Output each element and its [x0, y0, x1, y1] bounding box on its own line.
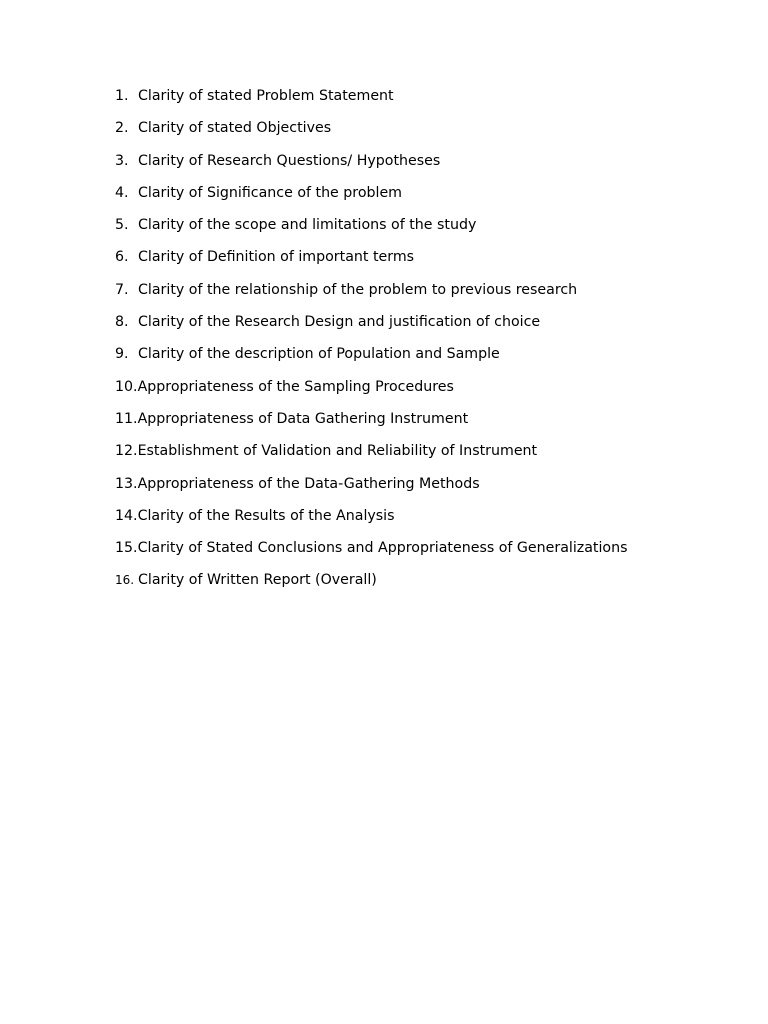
- item-number: 4.: [115, 184, 129, 201]
- list-item: [115, 345, 627, 377]
- list-item: [115, 87, 627, 119]
- item-number: 14.: [115, 507, 138, 524]
- item-number: 11.: [115, 410, 138, 427]
- item-text: Clarity of Research Questions/ Hypotheses: [138, 152, 441, 169]
- item-text: Clarity of the Research Design and justification of choice: [138, 314, 541, 331]
- item-text: Appropriateness of the Data-Gathering Methods: [137, 475, 480, 492]
- list-item: [115, 571, 627, 603]
- item-text: Clarity of Definition of important terms: [138, 249, 415, 266]
- item-text: Clarity of the relationship of the problem to previous research: [138, 281, 578, 298]
- list-item: [115, 313, 627, 345]
- item-number: 13.: [115, 475, 138, 492]
- item-text: Clarity of Written Report (Overall): [138, 572, 377, 589]
- item-text: Clarity of Significance of the problem: [138, 184, 402, 201]
- list-item: [115, 248, 627, 280]
- item-number: 7.: [115, 281, 129, 298]
- list-item: [115, 507, 627, 539]
- list-item: [115, 539, 627, 571]
- item-number: 9.: [115, 346, 129, 363]
- item-number: 10.: [115, 378, 138, 395]
- item-number: 1.: [115, 88, 129, 104]
- list-item: [115, 281, 627, 313]
- criteria-list: [115, 87, 627, 604]
- item-text: Clarity of stated Objectives: [138, 120, 332, 137]
- item-text: Clarity of Stated Conclusions and Appropriateness of Generalizations: [137, 540, 628, 557]
- list-item: [115, 378, 627, 410]
- item-number: 2.: [115, 120, 129, 137]
- item-number: 12.: [115, 443, 138, 460]
- item-text: Clarity of the description of Population and Sample: [138, 346, 500, 363]
- item-number: 8.: [115, 314, 129, 331]
- item-text: Clarity of stated Problem Statement: [138, 88, 394, 104]
- list-item: [115, 152, 627, 184]
- item-text: Clarity of the Results of the Analysis: [137, 507, 395, 524]
- list-item: [115, 442, 627, 474]
- item-number: 6.: [115, 249, 129, 266]
- list-item: [115, 475, 627, 507]
- item-text: Establishment of Validation and Reliability of Instrument: [137, 443, 538, 460]
- list-item: [115, 410, 627, 442]
- item-number: 16.: [115, 573, 135, 588]
- item-number: 5.: [115, 217, 129, 234]
- item-text: Appropriateness of the Sampling Procedures: [137, 378, 454, 395]
- list-item: [115, 184, 627, 216]
- list-item: [115, 119, 627, 151]
- item-number: 3.: [115, 152, 129, 169]
- item-text: Clarity of the scope and limitations of the study: [138, 217, 477, 234]
- item-text: Appropriateness of Data Gathering Instrument: [137, 410, 469, 427]
- item-number: 15.: [115, 540, 138, 557]
- list-item: [115, 216, 627, 248]
